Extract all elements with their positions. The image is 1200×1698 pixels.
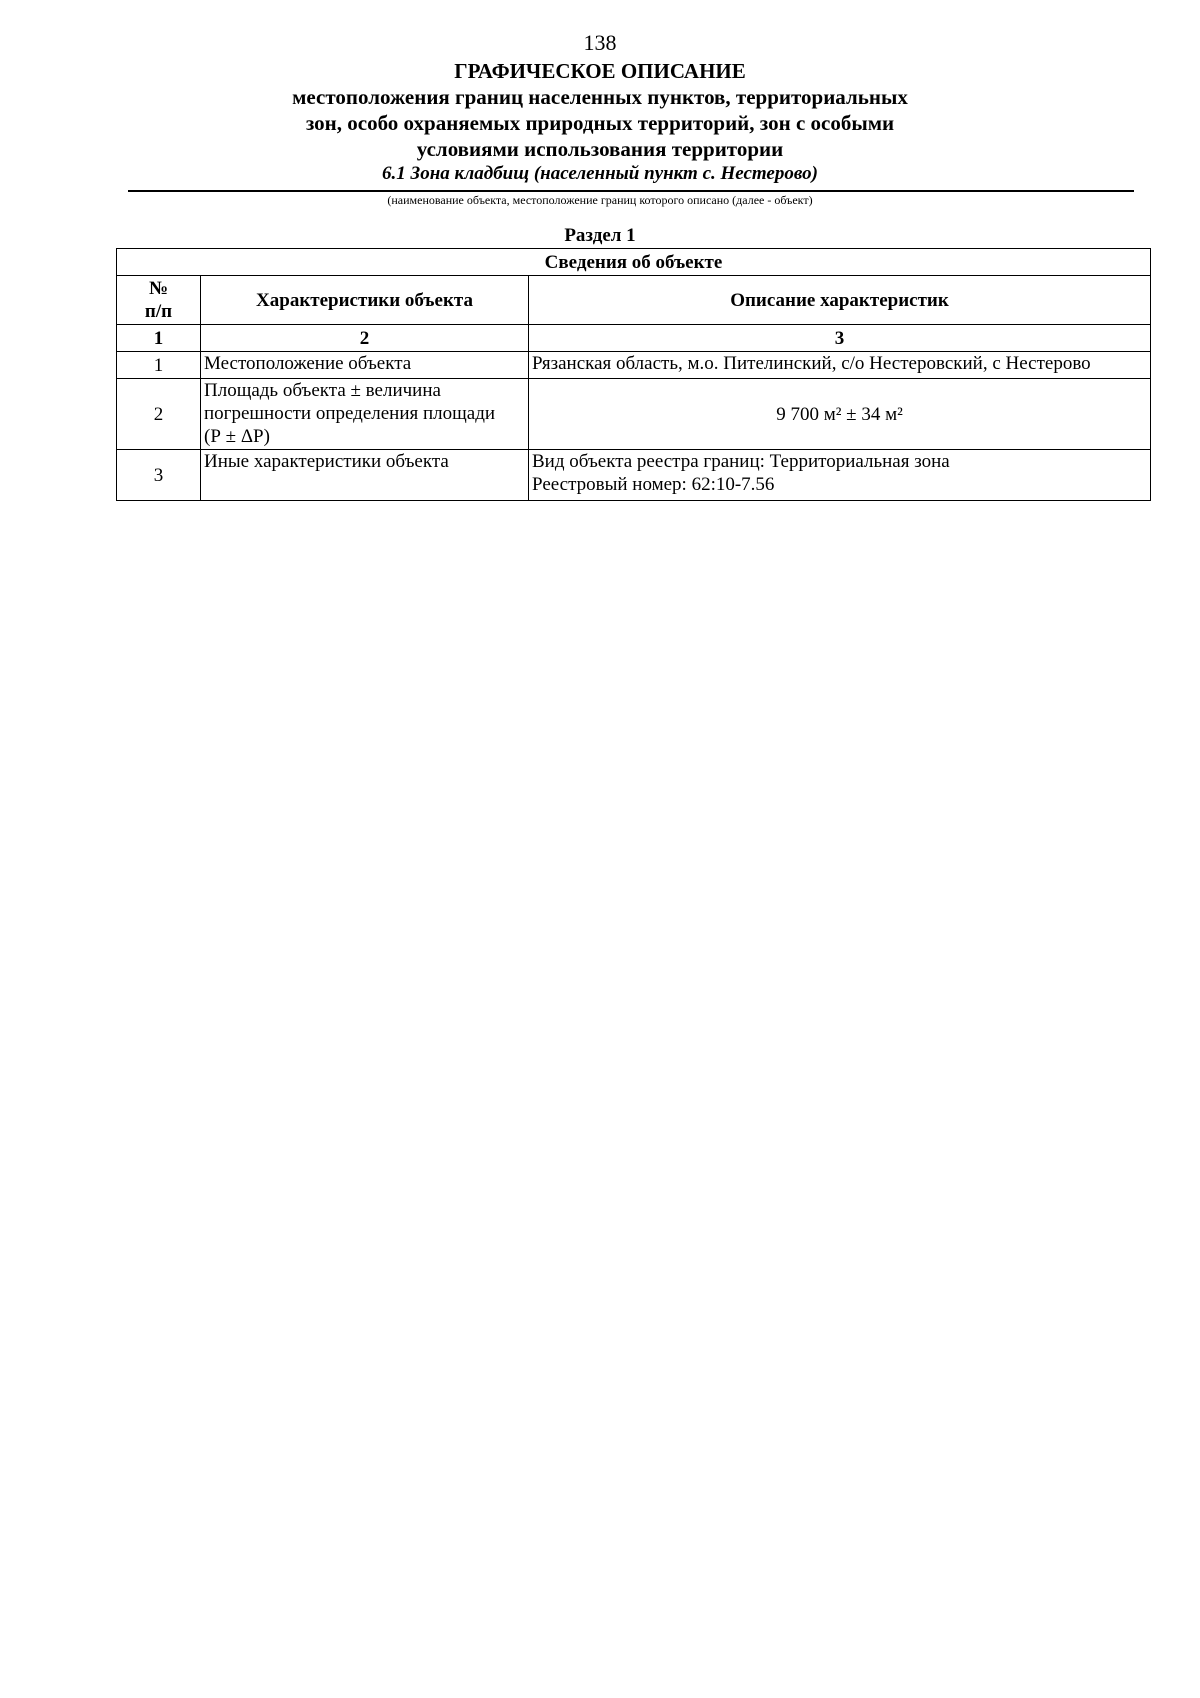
document-subtitle-line-2: зон, особо охраняемых природных территорий, зон с особыми — [305, 111, 895, 135]
table-caption-row — [117, 249, 1151, 276]
object-name-caption: (наименование объекта, местоположение границ которого описано (далее - объект) — [387, 193, 813, 207]
header-characteristic: Характеристики объекта — [201, 276, 529, 325]
column-number-1: 1 — [117, 325, 201, 352]
table-row — [117, 352, 1151, 379]
column-number-2: 2 — [201, 325, 529, 352]
table-caption: Сведения об объекте — [117, 249, 1151, 276]
row-description — [529, 450, 1151, 501]
header-num-line-1: № — [148, 278, 169, 299]
row-characteristic: Местоположение объекта — [201, 352, 529, 379]
row-characteristic-line-1: Площадь объекта ± величина — [204, 380, 441, 401]
document-title-block — [0, 58, 1200, 186]
row-num: 2 — [117, 379, 201, 450]
document-subtitle-line-1: местоположения границ населенных пунктов, территориальных — [292, 85, 908, 109]
table-header-row — [117, 276, 1151, 325]
object-name: 6.1 Зона кладбищ (населенный пункт с. Нестерово) — [382, 163, 818, 184]
row-description: Рязанская область, м.о. Пителинский, с/о Нестеровский, с Нестерово — [529, 352, 1151, 379]
header-num — [117, 276, 201, 325]
header-num-line-2: п/п — [144, 301, 173, 322]
row-description: 9 700 м² ± 34 м² — [529, 379, 1151, 450]
row-description-line-2: Реестровый номер: 62:10-7.56 — [532, 474, 775, 495]
column-number-3: 3 — [529, 325, 1151, 352]
header-description: Описание характеристик — [529, 276, 1151, 325]
row-num: 3 — [117, 450, 201, 501]
row-num: 1 — [117, 352, 201, 379]
document-subtitle-line-3: условиями использования территории — [416, 137, 784, 161]
document-title: ГРАФИЧЕСКОЕ ОПИСАНИЕ — [454, 59, 746, 83]
section-title: Раздел 1 — [564, 225, 636, 246]
page-number: 138 — [583, 30, 617, 55]
object-info-table — [116, 248, 1151, 501]
row-characteristic: Иные характеристики объекта — [201, 450, 529, 501]
object-name-underline — [128, 190, 1134, 192]
row-characteristic — [201, 379, 529, 450]
row-characteristic-line-3: (Р ± ΔР) — [204, 426, 270, 447]
column-number-row — [117, 325, 1151, 352]
row-characteristic-line-2: погрешности определения площади — [204, 403, 496, 424]
table-row — [117, 450, 1151, 501]
table-row — [117, 379, 1151, 450]
row-description-line-1: Вид объекта реестра границ: Территориальная зона — [532, 451, 950, 472]
